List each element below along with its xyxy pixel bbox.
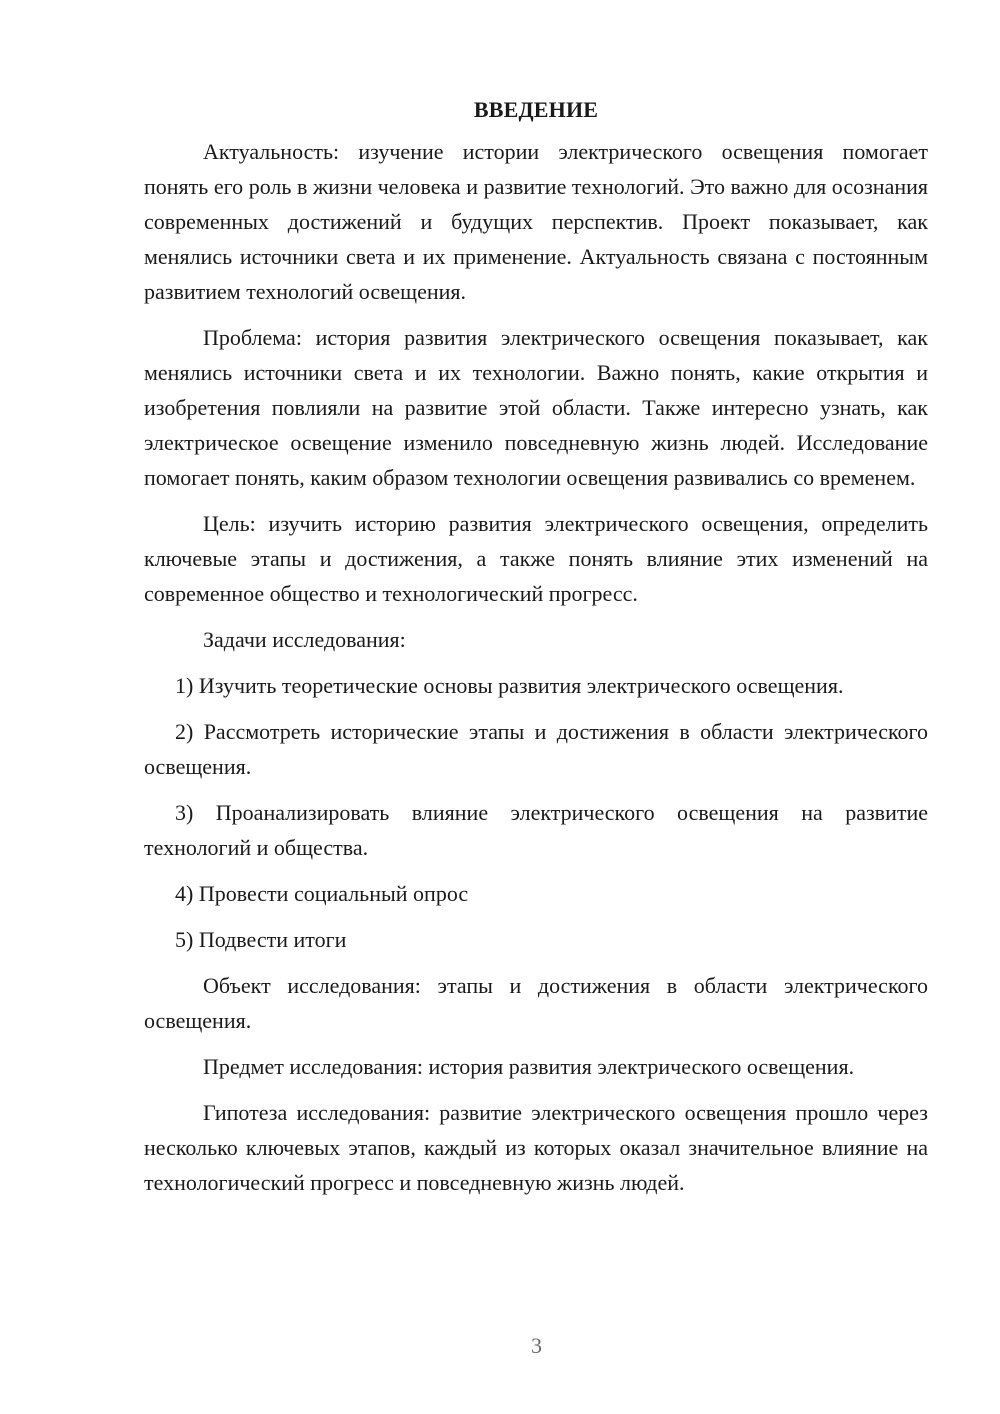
task-item-2: 2) Рассмотреть исторические этапы и достижения в области электрического освещения.	[144, 719, 928, 779]
task-item-5: 5) Подвести итоги	[175, 927, 347, 952]
task-item-3: 3) Проанализировать влияние электрического освещения на развитие технологий и общества.	[144, 800, 928, 860]
object-paragraph: Объект исследования: этапы и достижения в области электрического освещения.	[144, 973, 928, 1033]
subject-paragraph: Предмет исследования: история развития электрического освещения.	[203, 1054, 855, 1079]
goal-paragraph: Цель: изучить историю развития электрического освещения, определить ключевые этапы и достижения, а также понять влияние этих изменений на современное общество и технологический прогресс.	[144, 511, 928, 606]
document-page	[144, 88, 928, 1211]
page-number: 3	[531, 1333, 542, 1358]
page-title: ВВЕДЕНИЕ	[473, 97, 599, 122]
task-item-4: 4) Провести социальный опрос	[175, 881, 469, 906]
hypothesis-paragraph: Гипотеза исследования: развитие электрического освещения прошло через несколько ключевых этапов, каждый из которых оказал значительное влияние на технологический прогресс и повседневную жизнь людей.	[144, 1100, 928, 1195]
task-item-1: 1) Изучить теоретические основы развития электрического освещения.	[175, 673, 844, 698]
tasks-heading: Задачи исследования:	[203, 627, 406, 652]
problem-paragraph: Проблема: история развития электрического освещения показывает, как менялись источники света и их технологии. Важно понять, какие открытия и изобретения повлияли на развитие этой области. Также интересно узнать, как электрическое освещение изменило повседневную жизнь людей. Исследование помогает понять, каким образом технологии освещения развивались со временем.	[144, 325, 928, 490]
relevance-paragraph: Актуальность: изучение истории электрического освещения помогает понять его роль в жизни человека и развитие технологий. Это важно для осознания современных достижений и будущих перспектив. Проект показывает, как менялись источники света и их применение. Актуальность связана с постоянным развитием технологий освещения.	[144, 139, 928, 304]
